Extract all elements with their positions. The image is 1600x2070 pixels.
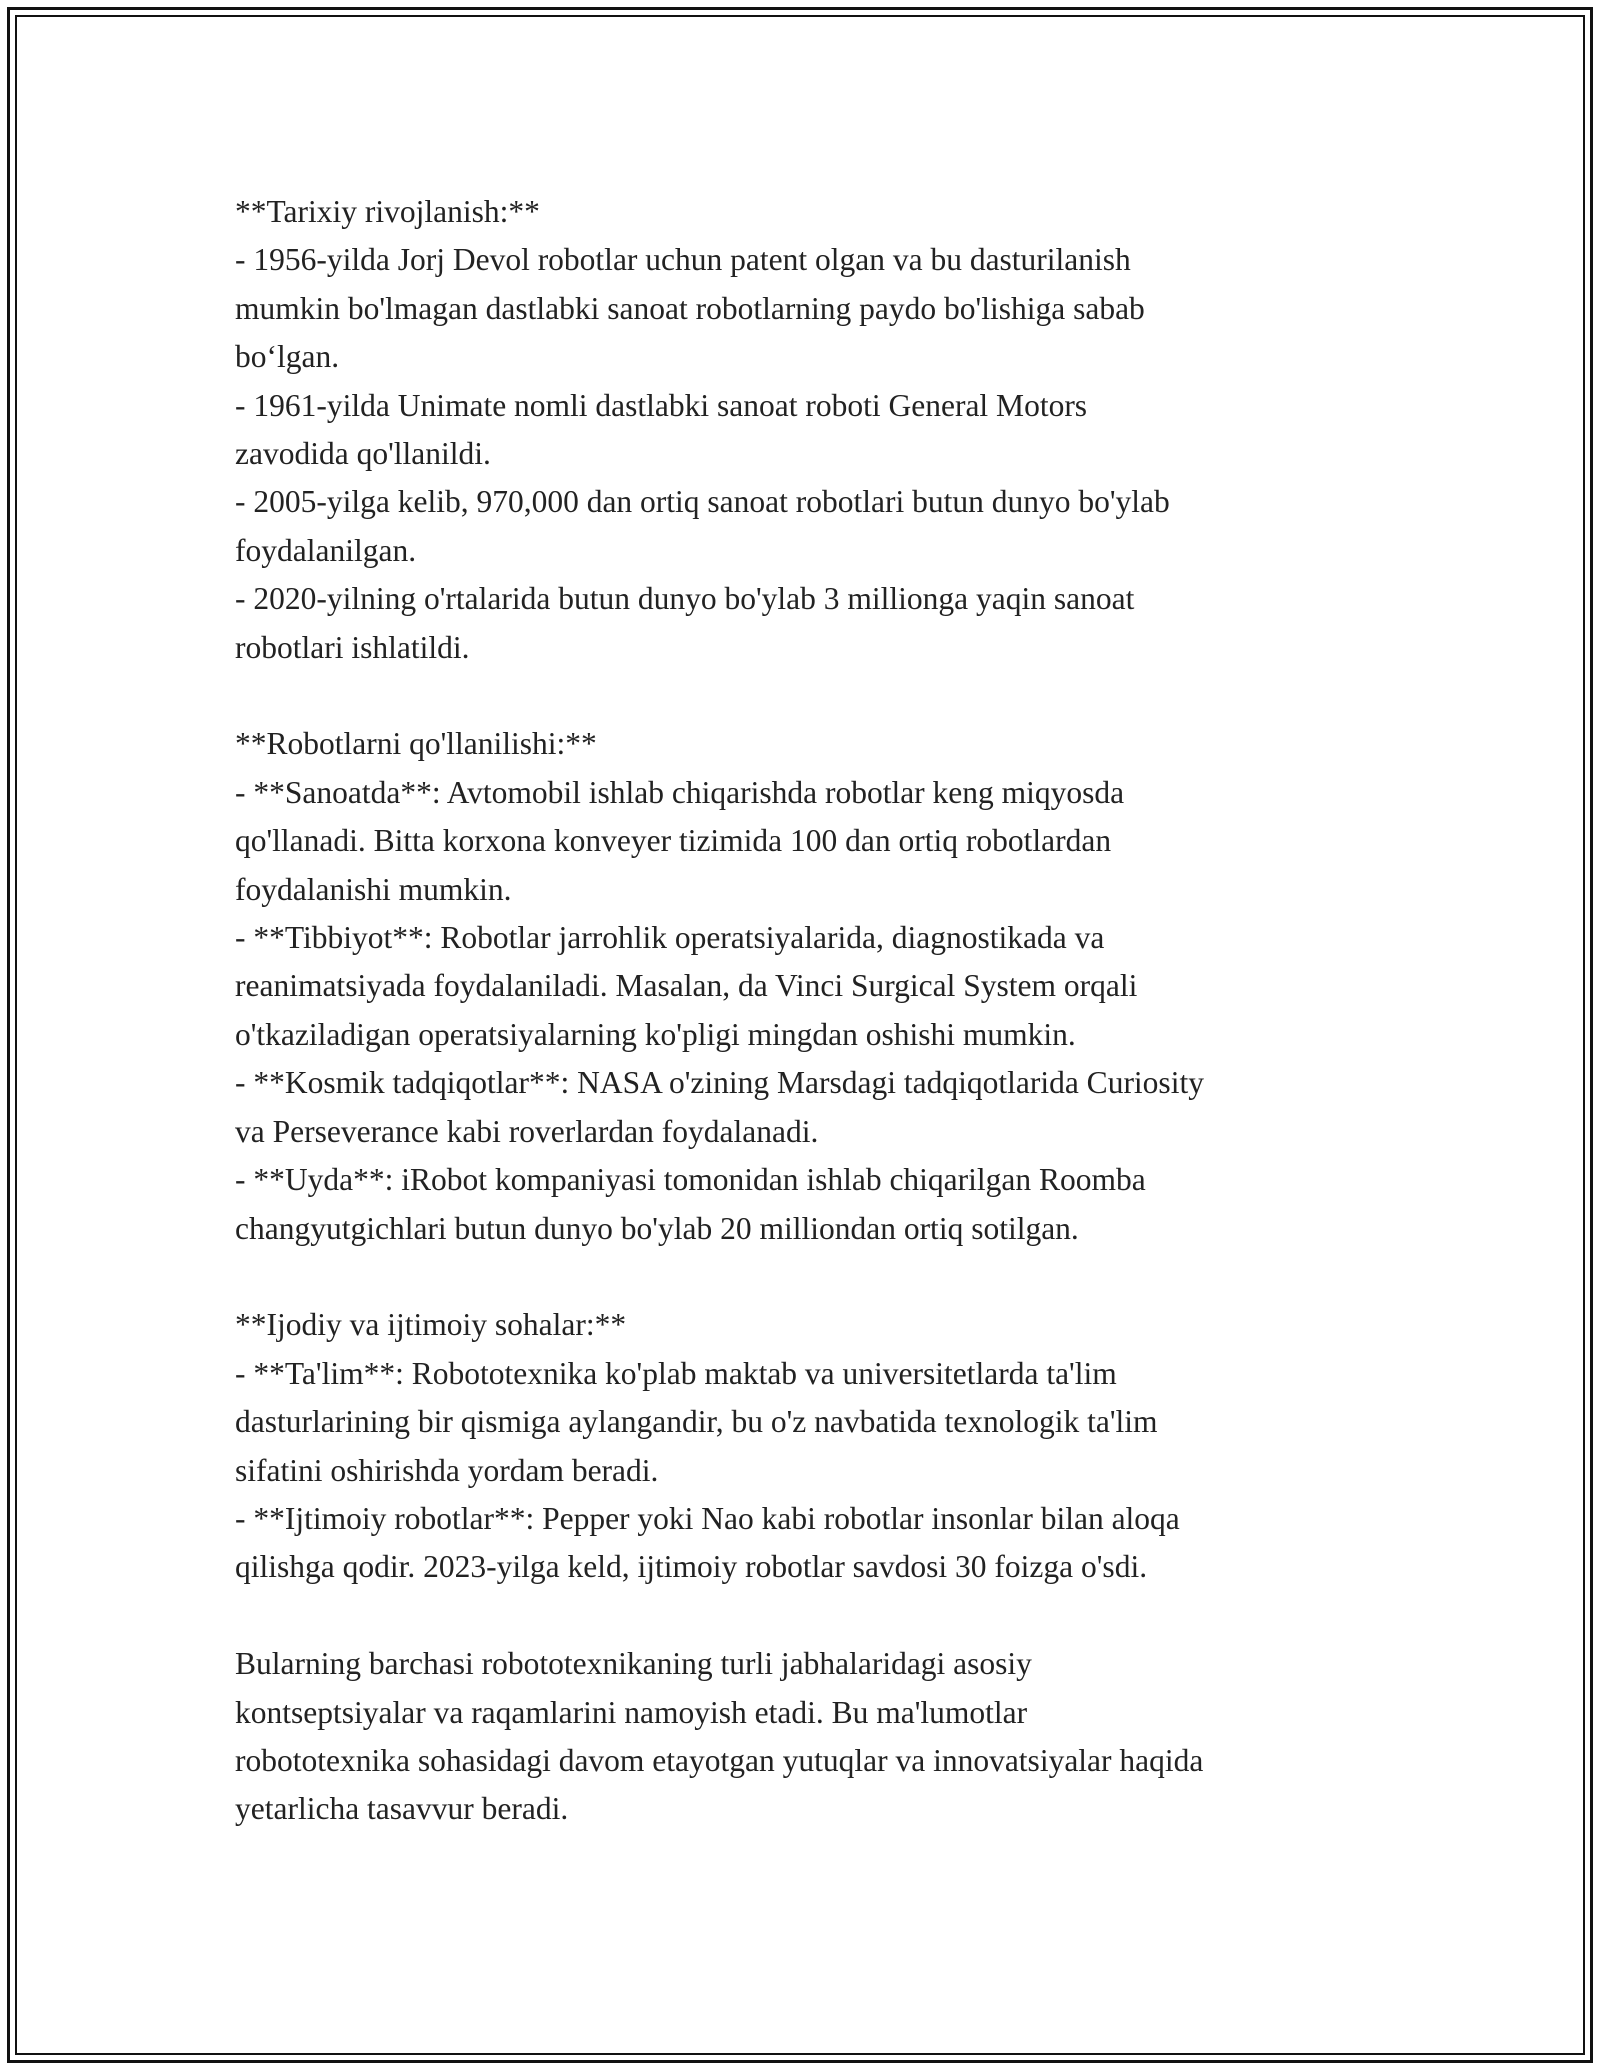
text-line: mumkin bo'lmagan dastlabki sanoat robotlarning paydo bo'lishiga sabab bbox=[235, 290, 1145, 326]
text-line: - **Uyda**: iRobot kompaniyasi tomonidan ishlab chiqarilgan Roomba bbox=[235, 1162, 1146, 1198]
text-line: Bularning barchasi robototexnikaning turli jabhalaridagi asosiy bbox=[235, 1646, 1032, 1682]
text-line: robototexnika sohasidagi davom etayotgan yutuqlar va innovatsiyalar haqida bbox=[235, 1742, 1204, 1778]
section-heading: **Robotlarni qo'llanilishi:** bbox=[235, 726, 597, 762]
paragraph-gap bbox=[235, 1592, 1375, 1640]
text-line: - 2020-yilning o'rtalarida butun dunyo bo'ylab 3 millionga yaqin sanoat bbox=[235, 581, 1135, 617]
text-line: - 1961-yilda Unimate nomli dastlabki sanoat roboti General Motors bbox=[235, 387, 1088, 423]
text-line: - **Tibbiyot**: Robotlar jarrohlik operatsiyalarida, diagnostikada va bbox=[235, 920, 1105, 956]
text-line: sifatini oshirishda yordam beradi. bbox=[235, 1452, 659, 1488]
section-creative-social bbox=[235, 1301, 1375, 1591]
text-line: foydalanishi mumkin. bbox=[235, 871, 512, 907]
paragraph-gap bbox=[235, 1253, 1375, 1301]
text-line: dasturlarining bir qismiga aylangandir, bu o'z navbatida texnologik ta'lim bbox=[235, 1404, 1158, 1440]
text-line: qilishga qodir. 2023-yilga keld, ijtimoiy robotlar savdosi 30 foizga o'sdi. bbox=[235, 1549, 1148, 1585]
text-line: - **Sanoatda**: Avtomobil ishlab chiqarishda robotlar keng miqyosda bbox=[235, 774, 1125, 810]
text-line: reanimatsiyada foydalaniladi. Masalan, da Vinci Surgical System orqali bbox=[235, 968, 1138, 1004]
text-line: qo'llanadi. Bitta korxona konveyer tizimida 100 dan ortiq robotlardan bbox=[235, 823, 1112, 859]
document-body bbox=[235, 188, 1375, 1834]
text-line: - **Ijtimoiy robotlar**: Pepper yoki Nao kabi robotlar insonlar bilan aloqa bbox=[235, 1500, 1180, 1536]
section-robot-applications bbox=[235, 720, 1375, 1252]
section-heading: **Tarixiy rivojlanish:** bbox=[235, 194, 540, 229]
text-line: - 1956-yilda Jorj Devol robotlar uchun patent olgan va bu dasturilanish bbox=[235, 242, 1131, 278]
text-line: va Perseverance kabi roverlardan foydalanadi. bbox=[235, 1113, 819, 1149]
text-line: bo‘lgan. bbox=[235, 339, 340, 375]
text-line: foydalanilgan. bbox=[235, 532, 417, 568]
text-line: - **Kosmik tadqiqotlar**: NASA o'zining Marsdagi tadqiqotlarida Curiosity bbox=[235, 1065, 1204, 1101]
text-line: - 2005-yilga kelib, 970,000 dan ortiq sanoat robotlari butun dunyo bo'ylab bbox=[235, 484, 1170, 520]
section-historical-development bbox=[235, 188, 1375, 672]
section-conclusion bbox=[235, 1640, 1375, 1834]
text-line: - **Ta'lim**: Robototexnika ko'plab maktab va universitetlarda ta'lim bbox=[235, 1355, 1117, 1391]
text-line: yetarlicha tasavvur beradi. bbox=[235, 1791, 569, 1827]
paragraph-gap bbox=[235, 672, 1375, 720]
text-line: robotlari ishlatildi. bbox=[235, 629, 470, 665]
text-line: zavodida qo'llanildi. bbox=[235, 436, 491, 472]
text-line: o'tkaziladigan operatsiyalarning ko'pligi mingdan oshishi mumkin. bbox=[235, 1016, 1076, 1052]
section-heading: **Ijodiy va ijtimoiy sohalar:** bbox=[235, 1307, 627, 1343]
text-line: kontseptsiyalar va raqamlarini namoyish etadi. Bu ma'lumotlar bbox=[235, 1694, 1028, 1730]
text-line: changyutgichlari butun dunyo bo'ylab 20 milliondan ortiq sotilgan. bbox=[235, 1210, 1079, 1246]
